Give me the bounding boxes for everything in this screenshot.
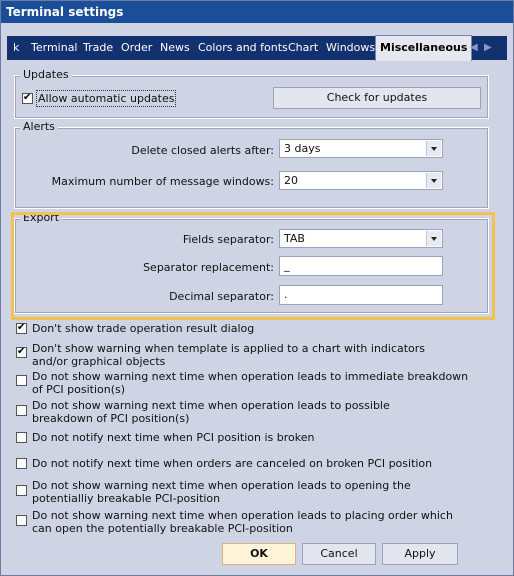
option-label-8: Do not show warning next time when operation leads to placing order which can open the potentially breakable PCI-position xyxy=(32,509,453,535)
option-label-4: Do not show warning next time when operation leads to possible breakdown of PCI position(s) xyxy=(32,399,390,425)
tab-news[interactable]: News xyxy=(160,41,190,54)
tab-windows[interactable]: Windows xyxy=(326,41,376,54)
fields-separator-label: Fields separator: xyxy=(182,233,274,246)
tab-k[interactable]: k xyxy=(13,41,20,54)
delete-closed-alerts-label: Delete closed alerts after: xyxy=(131,144,274,157)
tab-trade[interactable]: Trade xyxy=(83,41,114,54)
option-label-6: Do not notify next time when orders are canceled on broken PCI position xyxy=(32,457,433,470)
option-checkbox-1[interactable] xyxy=(16,323,27,334)
chevron-down-icon[interactable] xyxy=(426,141,441,156)
option-label-3: Do not show warning next time when operation leads to immediate breakdown of PCI position(s) xyxy=(32,370,469,396)
option-checkbox-2[interactable] xyxy=(16,347,27,358)
max-message-windows-label: Maximum number of message windows: xyxy=(51,175,274,188)
apply-button[interactable]: Apply xyxy=(382,543,458,565)
export-group-title: Export xyxy=(20,211,62,224)
ok-button[interactable]: OK xyxy=(222,543,296,565)
updates-group-title: Updates xyxy=(20,68,72,81)
max-message-windows-select[interactable] xyxy=(279,171,443,190)
option-label-5: Do not notify next time when PCI position is broken xyxy=(32,431,315,444)
fields-separator-value: TAB xyxy=(284,232,305,245)
separator-replacement-input[interactable]: _ xyxy=(279,256,443,276)
tab-terminal[interactable]: Terminal xyxy=(31,41,78,54)
separator-replacement-label: Separator replacement: xyxy=(143,261,274,274)
option-label-7: Do not show warning next time when operation leads to opening the potentialliy breakable PCI-position xyxy=(32,479,411,505)
option-checkbox-5[interactable] xyxy=(16,432,27,443)
delete-closed-alerts-select[interactable] xyxy=(279,139,443,158)
allow-automatic-updates-checkbox[interactable] xyxy=(22,93,33,104)
decimal-separator-input[interactable]: . xyxy=(279,285,443,305)
tab-strip xyxy=(7,36,507,60)
option-checkbox-7[interactable] xyxy=(16,485,27,496)
alerts-group-title: Alerts xyxy=(20,120,58,133)
option-checkbox-3[interactable] xyxy=(16,375,27,386)
cancel-button[interactable]: Cancel xyxy=(302,543,376,565)
export-highlight-box xyxy=(11,212,495,320)
allow-automatic-updates-label: Allow automatic updates xyxy=(38,92,175,105)
tab-colors-and-fonts[interactable]: Colors and fonts xyxy=(198,41,288,54)
option-checkbox-8[interactable] xyxy=(16,515,27,526)
max-message-windows-value: 20 xyxy=(284,174,298,187)
tab-scroll-left-icon[interactable]: ◀ xyxy=(470,42,478,53)
decimal-separator-label: Decimal separator: xyxy=(169,290,274,303)
option-label-2: Don't show warning when template is applied to a chart with indicators and/or graphical objects xyxy=(32,342,426,368)
tab-chart[interactable]: Chart xyxy=(288,41,319,54)
check-for-updates-button[interactable]: Check for updates xyxy=(273,87,481,109)
delete-closed-alerts-value: 3 days xyxy=(284,142,321,155)
window-title: Terminal settings xyxy=(1,1,513,23)
tab-order[interactable]: Order xyxy=(121,41,153,54)
tab-scroll-right-icon[interactable]: ▶ xyxy=(484,42,492,53)
chevron-down-icon[interactable] xyxy=(426,173,441,188)
option-label-1: Don't show trade operation result dialog xyxy=(32,322,255,335)
option-checkbox-4[interactable] xyxy=(16,405,27,416)
option-checkbox-6[interactable] xyxy=(16,458,27,469)
tab-miscellaneous[interactable]: Miscellaneous xyxy=(375,35,472,61)
